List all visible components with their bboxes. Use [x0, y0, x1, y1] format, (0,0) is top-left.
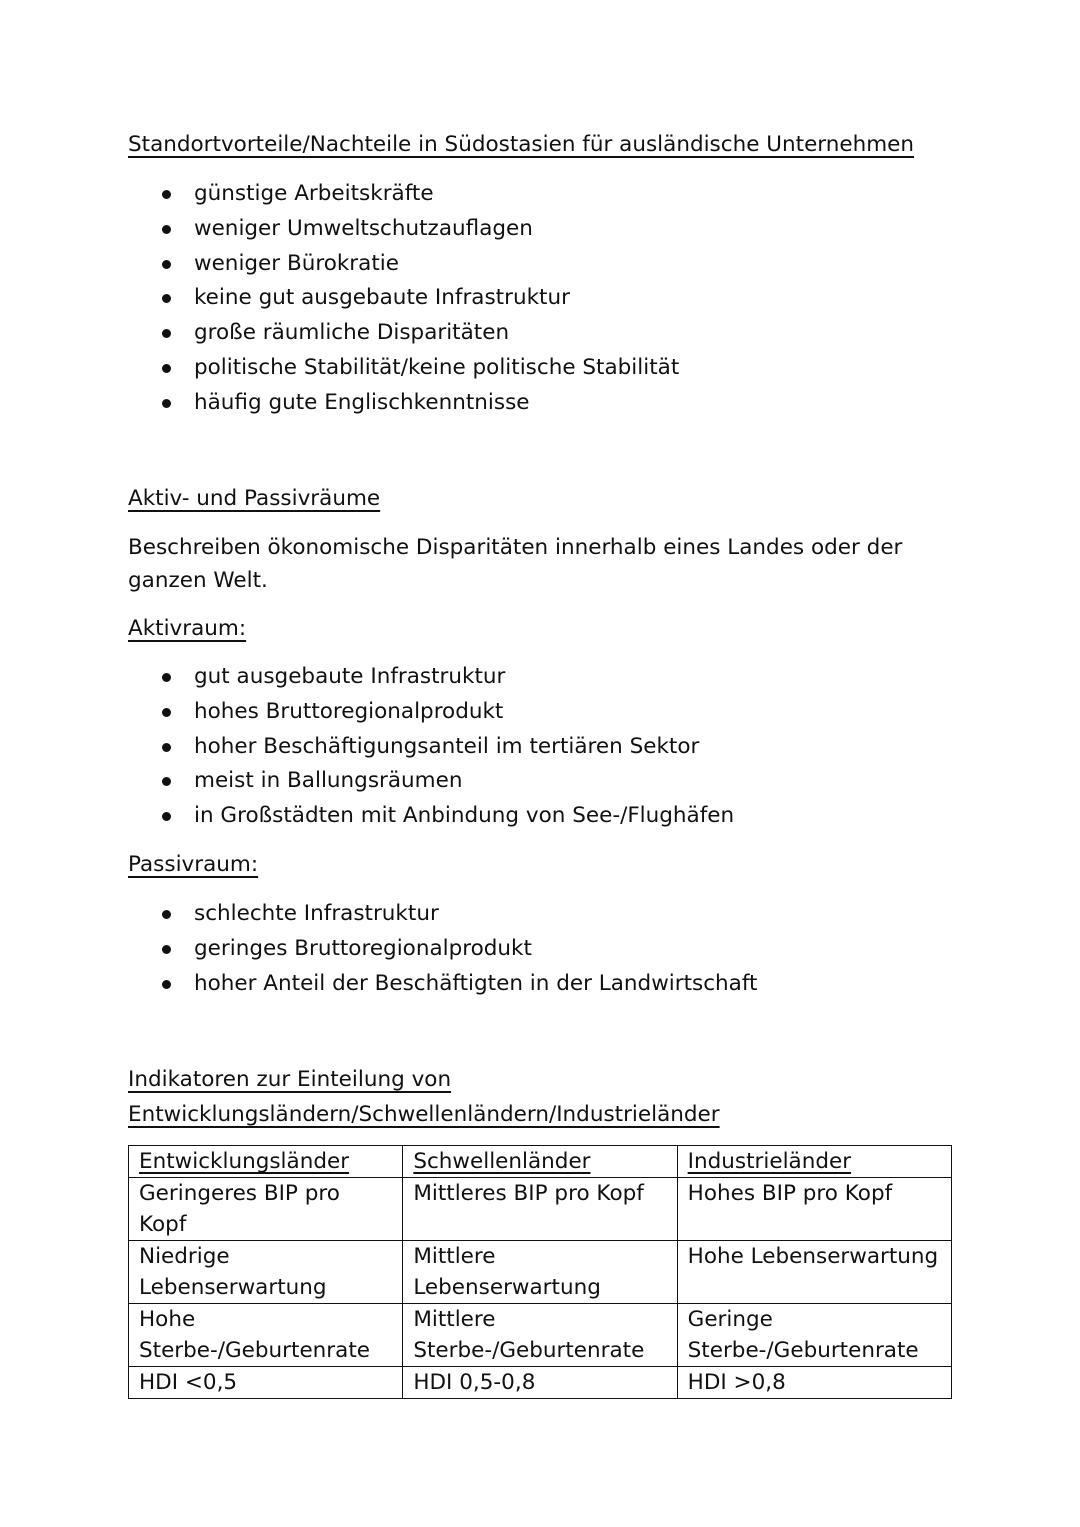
list-item	[0, 281, 679, 316]
list-item-text: politische Stabilität/keine politische Stabilität	[194, 354, 680, 380]
list-item	[0, 967, 757, 1002]
list-item-text: weniger Umweltschutzauflagen	[194, 215, 533, 241]
aktivraum-label: Aktivraum:	[128, 616, 247, 641]
list-item	[0, 212, 679, 247]
bullet-icon	[162, 399, 171, 408]
table-row	[129, 1304, 952, 1367]
heading-line-1: Indikatoren zur Einteilung von	[128, 1067, 452, 1092]
table-cell: Mittleres BIP pro Kopf	[403, 1178, 677, 1241]
bullet-icon	[162, 708, 171, 717]
bullet-icon	[162, 777, 171, 786]
table-row	[129, 1178, 952, 1241]
table-header-row	[129, 1146, 952, 1178]
bullet-icon	[162, 673, 171, 682]
table-cell: HDI >0,8	[677, 1367, 951, 1399]
section-heading-standortvorteile: Standortvorteile/Nachteile in Südostasien für ausländische Unternehmen	[128, 132, 915, 157]
bullet-icon	[162, 945, 171, 954]
list-item-text: in Großstädten mit Anbindung von See-/Flughäfen	[194, 803, 735, 829]
bullet-icon	[162, 364, 171, 373]
header-text: Schwellenländer	[413, 1149, 591, 1174]
table-cell: HDI 0,5-0,8	[403, 1367, 677, 1399]
list-item	[0, 799, 734, 834]
list-item	[0, 316, 679, 351]
table-cell: Niedrige Lebenserwartung	[129, 1241, 403, 1304]
list-item-text: schlechte Infrastruktur	[194, 901, 439, 926]
table-header-cell	[403, 1146, 677, 1178]
table-cell: Hohes BIP pro Kopf	[677, 1178, 951, 1241]
indikatoren-table	[128, 1145, 952, 1399]
table-cell: Hohe Lebenserwartung	[677, 1241, 951, 1304]
list-item-text: meist in Ballungsräumen	[194, 768, 463, 794]
aktivraum-list	[0, 660, 734, 834]
list-item	[0, 932, 757, 967]
bullet-icon	[162, 743, 171, 752]
list-item	[0, 660, 734, 695]
list-item-text: große räumliche Disparitäten	[194, 320, 510, 346]
list-item	[0, 695, 734, 730]
table-cell: Geringeres BIP pro Kopf	[129, 1178, 403, 1241]
bullet-icon	[162, 260, 171, 269]
list-item-text: häufig gute Englischkenntnisse	[194, 389, 530, 415]
table-cell: Mittlere Lebenserwartung	[403, 1241, 677, 1304]
bullet-icon	[162, 812, 171, 821]
section-heading-indikatoren	[128, 1063, 720, 1133]
passivraum-label: Passivraum:	[128, 852, 259, 877]
list-item-text: günstige Arbeitskräfte	[194, 181, 434, 206]
list-item-text: gut ausgebaute Infrastruktur	[194, 664, 506, 689]
table-cell: Hohe Sterbe-/Geburtenrate	[129, 1304, 403, 1367]
list-item	[0, 247, 679, 282]
bullet-icon	[162, 910, 171, 919]
list-item	[0, 351, 679, 386]
list-item-text: geringes Bruttoregionalprodukt	[194, 935, 532, 961]
list-item	[0, 730, 734, 765]
bullet-icon	[162, 294, 171, 303]
table-row	[129, 1367, 952, 1399]
table-cell: HDI <0,5	[129, 1367, 403, 1399]
bullet-icon	[162, 225, 171, 234]
list-item	[0, 386, 679, 421]
standortvorteile-list	[0, 177, 679, 421]
list-item-text: hoher Anteil der Beschäftigten in der Landwirtschaft	[194, 970, 758, 996]
bullet-icon	[162, 980, 171, 989]
list-item-text: weniger Bürokratie	[194, 250, 399, 276]
list-item	[0, 764, 734, 799]
list-item-text: hoher Beschäftigungsanteil im tertiären Sektor	[194, 733, 700, 759]
header-text: Industrieländer	[687, 1149, 852, 1174]
bullet-icon	[162, 329, 171, 338]
table-header-cell	[677, 1146, 951, 1178]
section-heading-aktiv-passivraeume: Aktiv- und Passivräume	[128, 486, 381, 511]
table-cell: Mittlere Sterbe-/Geburtenrate	[403, 1304, 677, 1367]
list-item	[0, 177, 679, 212]
table-row	[129, 1241, 952, 1304]
list-item-text: hohes Bruttoregionalprodukt	[194, 698, 504, 724]
header-text: Entwicklungsländer	[139, 1149, 350, 1174]
bullet-icon	[162, 190, 171, 199]
section-description: Beschreiben ökonomische Disparitäten innerhalb eines Landes oder der ganzen Welt.	[128, 535, 903, 593]
passivraum-list	[0, 897, 757, 1001]
heading-line-2: Entwicklungsländern/Schwellenländern/Industrieländer	[128, 1101, 720, 1127]
list-item-text: keine gut ausgebaute Infrastruktur	[194, 285, 570, 311]
table-header-cell	[129, 1146, 403, 1178]
list-item	[0, 897, 757, 932]
table-cell: Geringe Sterbe-/Geburtenrate	[677, 1304, 951, 1367]
